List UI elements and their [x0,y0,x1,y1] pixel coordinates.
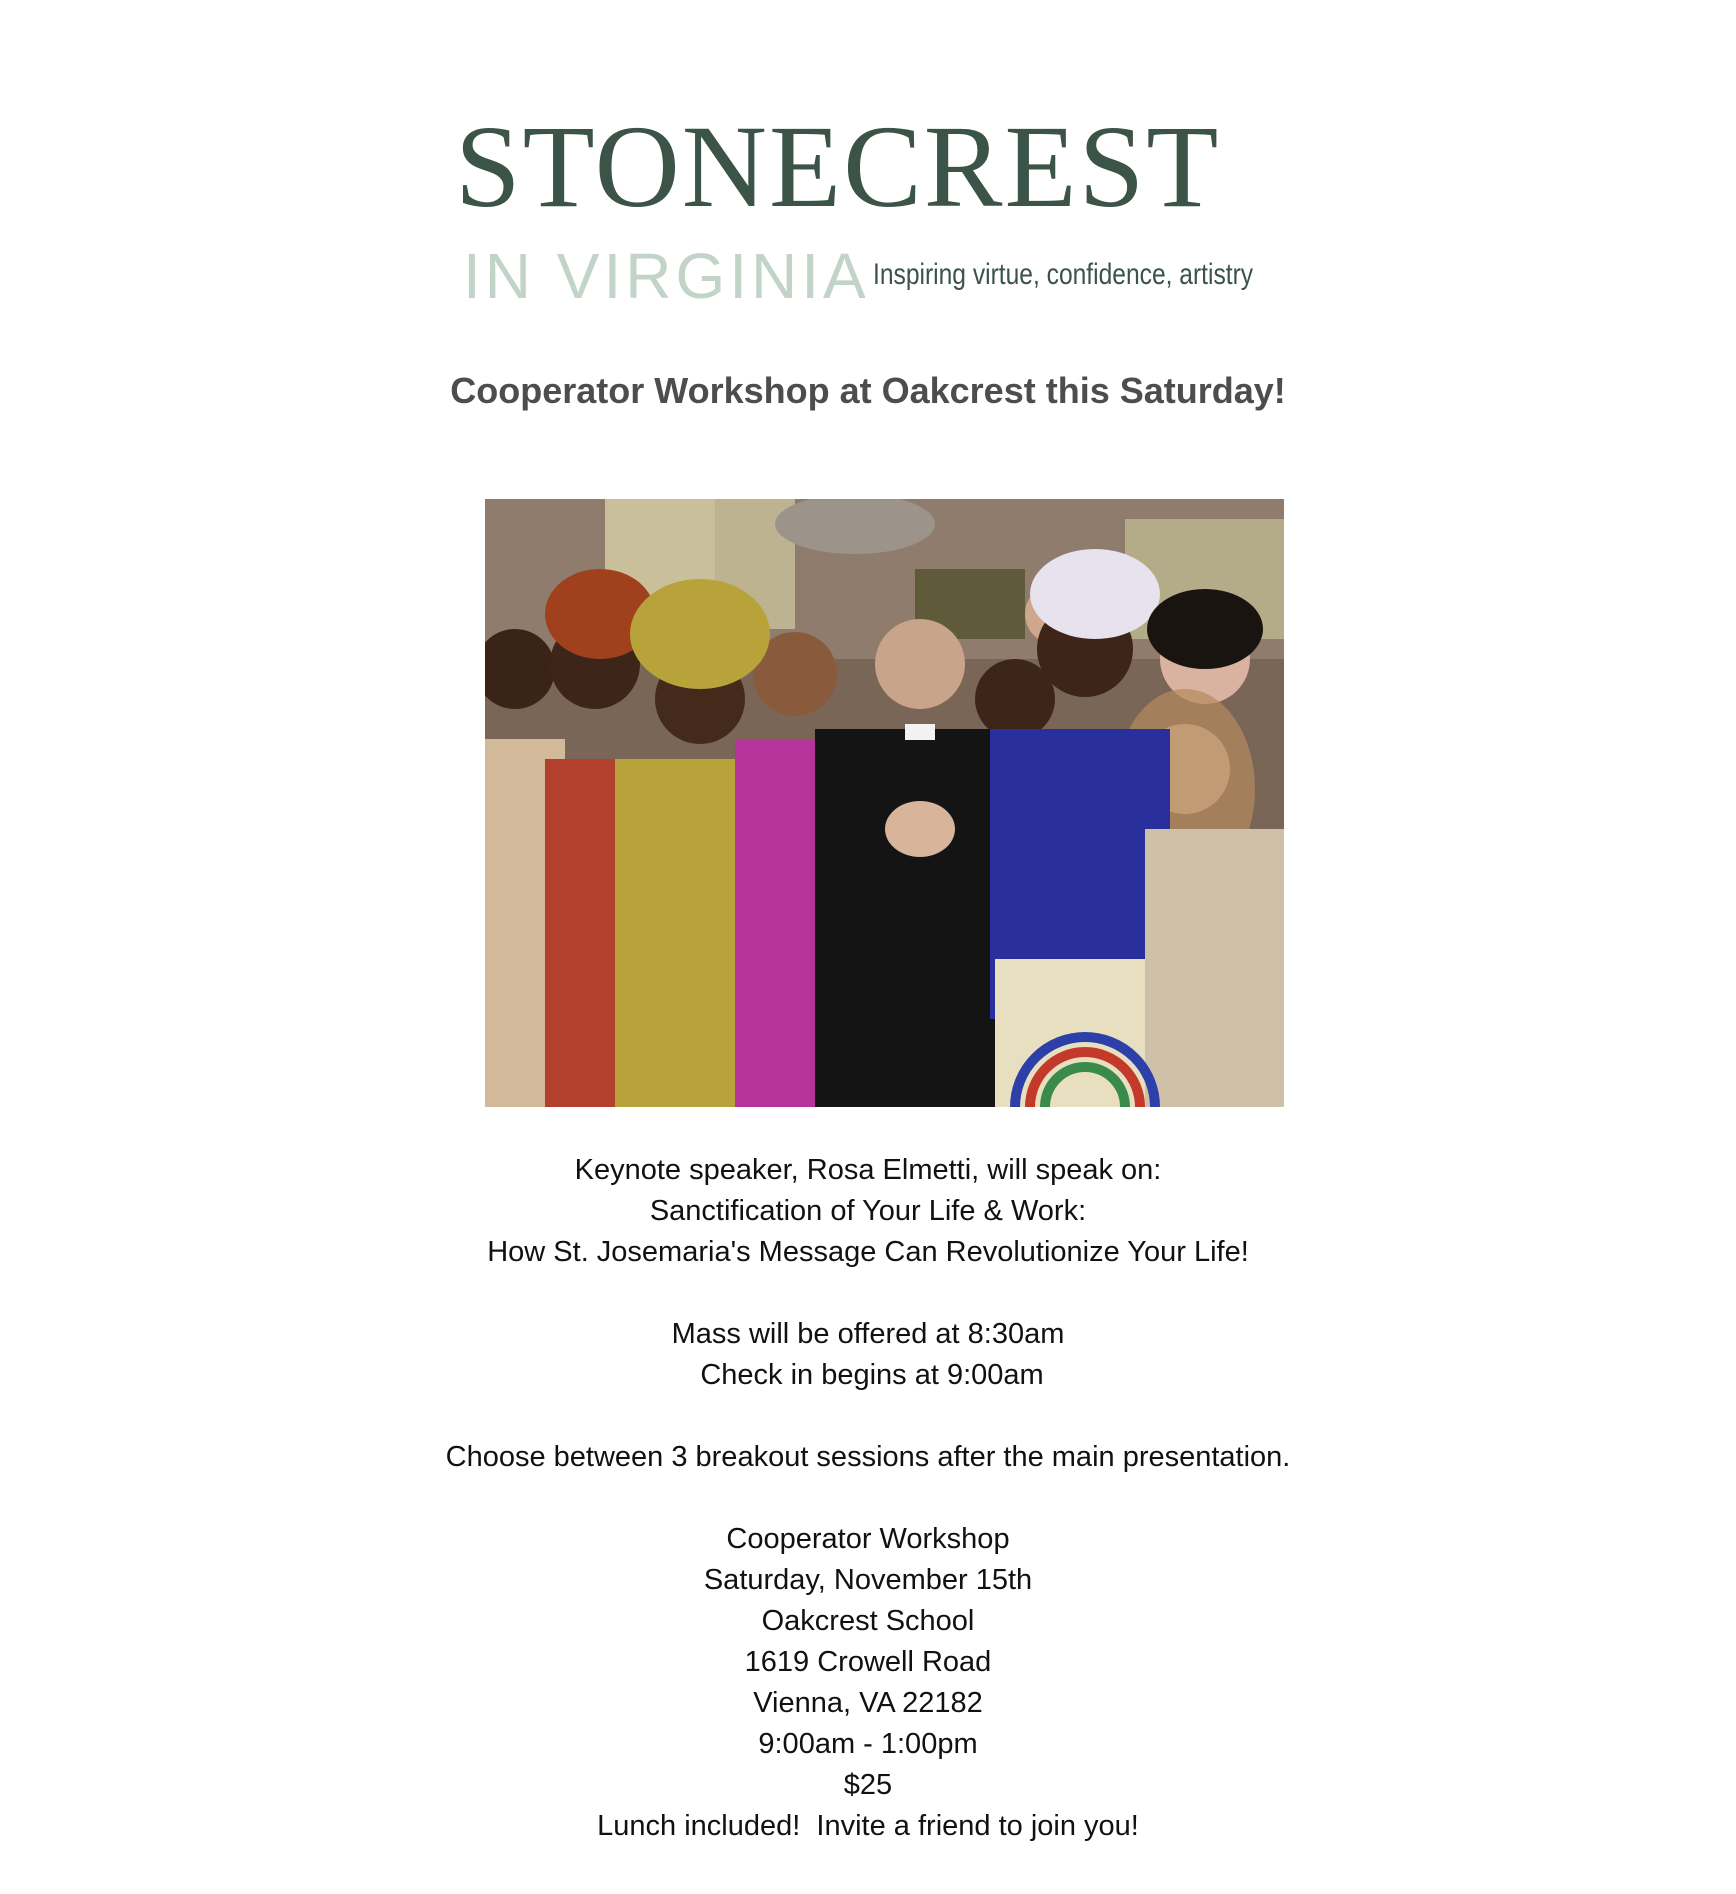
keynote-line-3: How St. Josemaria's Message Can Revolutionize Your Life! [487,1236,1249,1268]
group-photo [485,499,1284,1107]
keynote-line-1: Keynote speaker, Rosa Elmetti, will speak on: [574,1154,1162,1186]
event-price: $25 [843,1769,893,1801]
logo-name: STONECREST [455,101,1221,232]
keynote-line-2: Sanctification of Your Life & Work: [649,1195,1087,1227]
mass-time: Mass will be offered at 8:30am [671,1318,1065,1350]
event-date: Saturday, November 15th [703,1564,1033,1596]
event-time: 9:00am - 1:00pm [758,1728,978,1760]
headline: Cooperator Workshop at Oakcrest this Saturday! [450,370,1286,411]
breakout-note: Choose between 3 breakout sessions after the main presentation. [445,1441,1291,1473]
event-name: Cooperator Workshop [726,1523,1010,1555]
group-photo-illustration [485,499,1284,1107]
event-city: Vienna, VA 22182 [753,1687,983,1719]
stonecrest-logo [455,101,1305,312]
event-note: Lunch included! Invite a friend to join you! [597,1810,1139,1842]
event-details [0,1150,1736,1847]
event-street: 1619 Crowell Road [744,1646,992,1678]
event-venue: Oakcrest School [761,1605,975,1637]
logo-subname: IN VIRGINIA [463,240,870,312]
logo-tagline: Inspiring virtue, confidence, artistry [873,258,1254,291]
checkin-time: Check in begins at 9:00am [692,1359,1044,1391]
